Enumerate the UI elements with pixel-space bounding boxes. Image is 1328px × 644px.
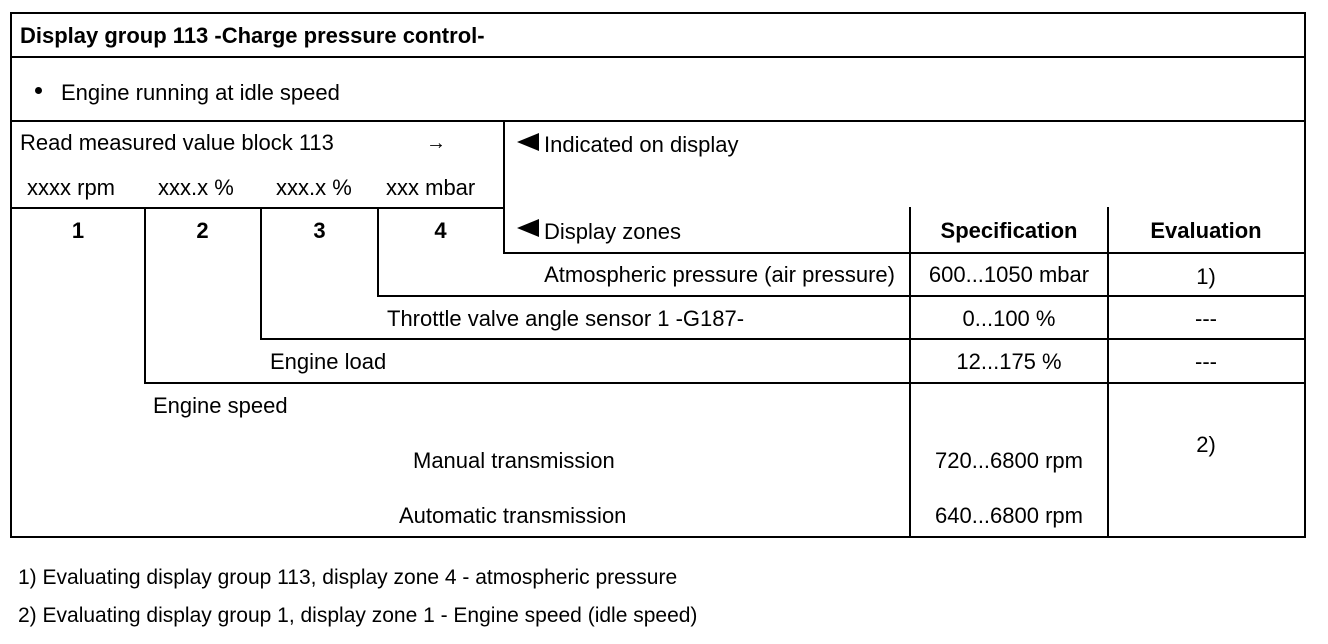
triangle-left-icon xyxy=(517,133,539,151)
unit-zone-3: xxx.x % xyxy=(276,175,352,200)
read-block-label: Read measured value block 113 xyxy=(20,130,334,155)
unit-zone-2: xxx.x % xyxy=(158,175,234,200)
unit-zone-1: xxxx rpm xyxy=(27,175,115,200)
header-divider xyxy=(503,252,1306,254)
table-border-top xyxy=(10,12,1306,14)
block-divider xyxy=(10,207,505,209)
automatic-transmission-label: Automatic transmission xyxy=(399,503,627,528)
display-group-title: Display group 113 -Charge pressure control- xyxy=(20,23,485,48)
row-spec-throttle-valve: 0...100 % xyxy=(962,306,1056,331)
condition-divider xyxy=(10,120,1306,122)
zone-number-3: 3 xyxy=(313,218,326,243)
row-divider-1 xyxy=(377,295,1306,297)
table-border-bottom xyxy=(10,536,1306,538)
row-eval-atmospheric-pressure: 1) xyxy=(1196,264,1216,289)
automatic-transmission-spec: 640...6800 rpm xyxy=(935,503,1083,528)
arrow-right-icon: → xyxy=(426,132,446,154)
engine-speed-eval: 2) xyxy=(1196,432,1216,457)
engine-speed-label: Engine speed xyxy=(153,393,288,418)
zone-number-2: 2 xyxy=(196,218,209,243)
manual-transmission-spec: 720...6800 rpm xyxy=(935,448,1083,473)
table-border-left xyxy=(10,12,12,538)
manual-transmission-label: Manual transmission xyxy=(413,448,615,473)
zone-number-1: 1 xyxy=(71,218,85,243)
evaluation-header: Evaluation xyxy=(1150,218,1262,243)
row-spec-engine-load: 12...175 % xyxy=(956,349,1062,374)
specification-header: Specification xyxy=(940,218,1078,243)
triangle-left-icon xyxy=(517,219,539,237)
block-right-border xyxy=(503,120,505,254)
footnote-2: 2) Evaluating display group 1, display zone 1 - Engine speed (idle speed) xyxy=(18,604,698,627)
row-eval-throttle-valve: --- xyxy=(1195,306,1217,331)
display-zones-label: Display zones xyxy=(544,219,681,244)
footnote-1: 1) Evaluating display group 113, display zone 4 - atmospheric pressure xyxy=(18,566,678,589)
zone-line-4 xyxy=(377,207,379,297)
row-label-throttle-valve: Throttle valve angle sensor 1 -G187- xyxy=(387,306,745,331)
row-label-atmospheric-pressure: Atmospheric pressure (air pressure) xyxy=(544,262,895,287)
unit-zone-4: xxx mbar xyxy=(386,175,476,200)
zone-line-2 xyxy=(144,207,146,384)
row-divider-2 xyxy=(260,338,1306,340)
test-condition: Engine running at idle speed xyxy=(61,80,340,105)
table-border-right xyxy=(1304,12,1306,538)
row-divider-3 xyxy=(144,382,1306,384)
title-divider xyxy=(10,56,1306,58)
indicated-label: Indicated on display xyxy=(544,132,739,157)
row-spec-atmospheric-pressure: 600...1050 mbar xyxy=(928,262,1090,287)
zone-number-4: 4 xyxy=(434,218,447,243)
zone-line-3 xyxy=(260,207,262,340)
row-label-engine-load: Engine load xyxy=(270,349,387,374)
bullet-icon xyxy=(35,87,42,94)
row-eval-engine-load: --- xyxy=(1195,349,1217,374)
